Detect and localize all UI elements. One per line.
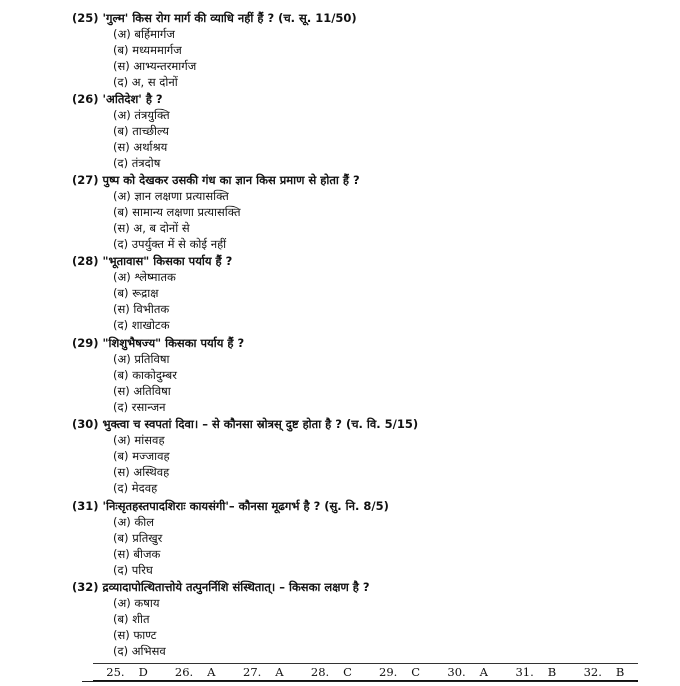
answer-key-item: 27. A [243,665,284,679]
option: (द) शाखोटक [113,318,170,332]
option: (अ) तंत्रयुक्ति [113,108,170,122]
option: (अ) कषाय [113,596,160,610]
option: (स) अस्थिवह [113,465,170,479]
option: (ब) ताच्छील्य [113,124,169,138]
option: (ब) काकोदुम्बर [113,368,177,382]
option: (ब) रूद्राक्ष [113,286,159,300]
option: (स) अर्थाश्रय [113,140,168,154]
option: (अ) प्रतिविषा [113,352,170,366]
answer-key-item: 26. A [174,665,216,679]
option: (द) तंत्रदोष [113,156,161,170]
question-29: (29) "शिशुभैषज्य" किसका पर्याय हैं ? [72,336,245,350]
question-28: (28) "भूतावास" किसका पर्याय हैं ? [72,254,233,268]
option: (अ) बर्हिमार्गज [113,27,175,41]
answer-key-item: 28. C [310,665,352,679]
option: (ब) मज्जावह [113,449,170,463]
answer-key [93,663,638,682]
option: (द) उपर्युक्त में से कोई नहीं [113,237,227,251]
option: (द) मेदवह [113,481,158,495]
option: (द) परिघ [113,563,153,577]
question-26: (26) 'अतिदेश' है ? [72,92,163,106]
option: (अ) कील [113,515,155,529]
question-27: (27) पुष्प को देखकर उसकी गंध का ज्ञान किस प्रमाण से होता हैं ? [72,173,360,187]
option: (स) बीजक [113,547,161,561]
option: (द) रसान्जन [113,400,166,414]
option: (ब) सामान्य लक्षणा प्रत्यासक्ति [113,205,241,219]
answer-key-item: 25. D [106,665,148,679]
option: (अ) मांसवह [113,433,165,447]
option: (अ) ज्ञान लक्षणा प्रत्यासक्ति [113,189,229,203]
option: (अ) श्लेष्मातक [113,270,176,284]
option: (स) फाण्ट [113,628,157,642]
answer-key-item: 30. A [447,665,488,679]
question-25: (25) 'गुल्म' किस रोग मार्ग की व्याधि नहीं हैं ? (च. सू. 11/50) [72,11,357,25]
option: (ब) प्रतिखुर [113,531,163,545]
option: (स) अतिविषा [113,384,171,398]
answer-key-item: 31. B [515,665,557,679]
option: (स) अ, ब दोनों से [113,221,190,235]
option: (ब) शीत [113,612,150,626]
option: (द) अ, स दोनों [113,75,178,89]
option: (ब) मध्यममार्गज [113,43,182,57]
option: (स) विभीतक [113,302,170,316]
question-30: (30) भुक्त्वा च स्वपतां दिवा। – से कौनसा स्रोत्रस् दुष्ट होता है ? (च. वि. 5/15) [72,417,419,431]
bottom-divider [82,681,636,682]
answer-key-item: 32. B [583,665,625,679]
option: (स) आभ्यन्तरमार्गज [113,59,197,73]
option: (द) अभिसव [113,644,166,658]
question-31: (31) 'निःसृतहस्तपादशिराः कायसंगी'– कौनसा मूढगर्भ है ? (सु. नि. 8/5) [72,499,389,513]
question-32: (32) द्रव्यादापोत्थितात्तोये तत्पुनर्निशि संस्थितात्। – किसका लक्षण है ? [72,580,370,594]
answer-key-item: 29. C [379,665,421,679]
